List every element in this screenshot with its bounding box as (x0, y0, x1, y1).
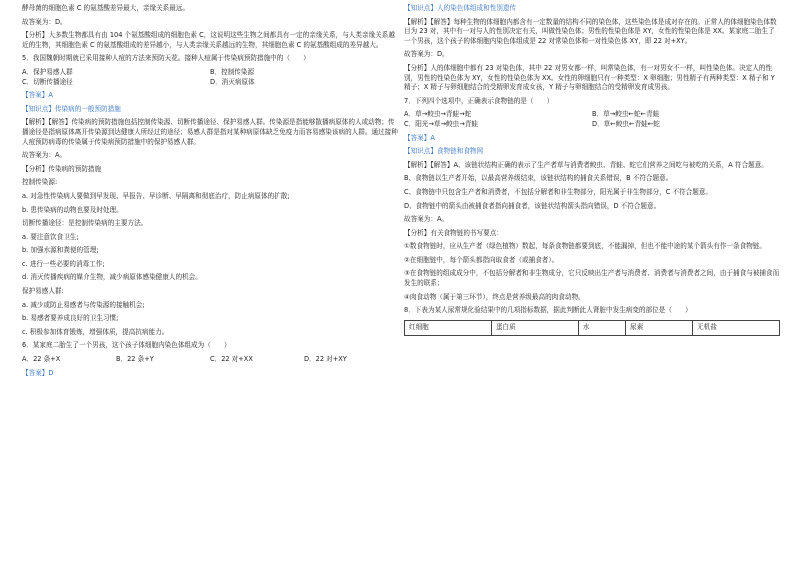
table-cell: 尿素 (625, 320, 692, 335)
list-item: a. 要注意饮食卫生; (22, 232, 79, 241)
text-line: 酵母菌的细胞色素 C 的氨基酸差异最大，亲缘关系最远。 (22, 4, 190, 12)
analysis: 【分析】传染病的预防措施 (22, 164, 102, 173)
list-item: c. 进行一些必要的消毒工作; (22, 259, 105, 268)
explanation: 【解析】【解答】每种生物的体细胞内都含有一定数量的结构不同的染色体，这些染色体是成对存在的。正常人的体细胞染色体数目为 23 对，其中有一对与人的性别决定有关，叫做性染色体；男性的性染色体是 XY，女性的性染色体是 XX。某家庭二胎生了一个男孩，这个孩子的体细胞内染色体组成是 22 对常染色体和一对性染色体 XY，即 22 对+XY。 (404, 17, 777, 45)
knowledge-point: 【知识点】食物链和食物网 (404, 147, 484, 156)
question-6: 6．某家庭二胎生了一个男孩，这个孩子体细胞内染色体组成为（ ） (22, 341, 231, 350)
answer-label: 【答案】A (404, 133, 435, 142)
note-1: ①数食物链时，应从生产者（绿色植物）数起，每条食物链都要到底，不能漏掉，但也不能中途的某个箭头有作一条食物链。 (404, 242, 766, 251)
heading-protect: 保护易感人群: (22, 287, 64, 296)
question-8: 8．下表为某人尿常规化验结果中的几项指标数据，据此判断此人肾脏中发生病变的部位是（ ） (404, 306, 692, 315)
option-c: C．阳光→草→鲛虫→青蛙 (404, 119, 478, 128)
option-d: D．22 对+XY (304, 355, 347, 364)
list-item: b. 患传染病的动物也要及时处理。 (22, 205, 123, 214)
urine-test-table (404, 320, 780, 336)
analysis: 【分析】大多数生物都具有由 104 个氨基酸组成的细胞色素 C，这说明这些生物之间都具有一定的亲缘关系，与人类亲缘关系越近的生物，其细胞色素 C 的氨基酸组成的差异越小，与人类亲缘关系越远的生物，其细胞色素 C 的氨基酸组成的差异越大。 (22, 31, 395, 49)
knowledge-point: 【知识点】人的染色体组成和性别遗传 (404, 4, 517, 12)
heading-control-source: 控制传染源: (22, 178, 58, 187)
option-b: B．控制传染源 (210, 67, 255, 76)
explanation-d: D、食物链中的箭头由被捕食者指向捕食者，该链状结构箭头指向错误，D 不符合题意。 (404, 201, 661, 210)
explanation: 【解析】【解答】A、该链状结构正确的表示了生产者草与消费者鲛虫、青蛙、蛇它们营养之间吃与被吃的关系，A 符合题意。 (404, 160, 768, 169)
explanation-c: C、食物链中只包含生产者和消费者，不包括分解者和非生物部分，阳光属于非生物部分，C 不符合题意。 (404, 187, 713, 196)
answer-summary: 故答案为：A。 (22, 151, 67, 160)
option-b: B．22 条+Y (116, 355, 154, 364)
list-item: b. 易感者要养成良好的卫生习惯; (22, 314, 119, 323)
table-cell: 水 (578, 320, 625, 335)
note-2: ②在细胞链中，每个箭头都指向取食者（或捕食者）。 (404, 255, 559, 264)
note-3: ③在食物链的组成成分中，不包括分解者和非生物成分，它只反映出生产者与消费者、消费者与消费者之间，由于捕食与被捕食而发生的联系； (404, 269, 780, 288)
question-5: 5．我国魏朝时期就已采用接种人痘的方法来预防天花。接种人痘属于传染病预防措施中的（ ） (22, 54, 310, 63)
question-7: 7．下列四个选项中，正确表示食物链的是（ ） (404, 96, 554, 105)
list-item: a. 减少或防止易感者与传染源的接触机会; (22, 300, 145, 309)
option-c: C．22 对+XX (210, 355, 253, 364)
list-item: a. 对急性传染病人要做到早发现、早报告、早诊断、早隔离和彻底治疗，防止病原体的扩散; (22, 191, 290, 200)
option-c: C．切断传播途径 (22, 77, 73, 86)
explanation-b: B、食物链以生产者开始，以最高营养级结束，该链状结构的捕食关系错误，B 不符合题意。 (404, 174, 673, 183)
answer-summary: 故答案为：A。 (404, 215, 449, 224)
option-d: D．草←鲛虫←青蛙←蛇 (592, 119, 660, 128)
analysis: 【分析】人的体细胞中都有 23 对染色体，其中 22 对男女都一样，叫常染色体，有一对男女不一样，叫性染色体。决定人的性别，男性的性染色体为 XY，女性的性染色体为 XX。女性的卵细胞只有一种类型：X 卵细胞；男性精子有两种类型：X 精子和 Y 精子；X 精子与卵细胞结合的受精卵发育成女孩，Y 精子与卵细胞结合的受精卵发育成男孩。 (404, 63, 775, 92)
answer-summary: 故答案为：D。 (404, 50, 449, 59)
note-4: ④肉食动物（属于第三环节），终点是营养级最高的肉食动物。 (404, 292, 585, 301)
question-6-options (22, 355, 398, 365)
question-7-options (404, 110, 780, 129)
right-column (404, 4, 780, 336)
heading-cut-route: 切断传播途径：是控制传染病的主要方法。 (22, 219, 148, 228)
table-cell: 蛋白质 (491, 320, 578, 335)
knowledge-point: 【知识点】传染病的一般预防措施 (22, 104, 121, 113)
option-a: A．草→鲛虫→青蛙→蛇 (404, 110, 472, 119)
answer-label: 【答案】D (22, 368, 54, 377)
table-row (405, 320, 780, 335)
option-d: D．消灭病原体 (210, 77, 255, 86)
answer-summary: 故答案为：D。 (22, 17, 67, 26)
list-item: c. 积极参加体育锻炼，增强体质，提高抗病能力。 (22, 327, 169, 336)
table-cell: 红细胞 (405, 320, 492, 335)
answer-label: 【答案】A (22, 91, 53, 100)
option-b: B．草→鲛虫←蛇←青蛙 (592, 110, 660, 119)
table-cell: 无机盐 (693, 320, 780, 335)
list-item: b. 加强水源和粪便的管理; (22, 246, 99, 255)
analysis: 【分析】有关食物链的书写要点： (404, 228, 503, 237)
question-5-options (22, 68, 398, 87)
option-a: A．22 条+X (22, 355, 61, 364)
left-column (22, 4, 398, 382)
explanation: 【解析】【解答】传染病的预防措施包括控制传染源、切断传播途径、保护易感人群。传染源是指能够散播病原体的人或动物；传播途径是指病原体离开传染源到达健康人所经过的途径；易感人群是指对某种病原体缺乏免疫力而容易感染该病的人群。通过接种人痘预防病毒的传染属于传染病预防措施中的保护易感人群。 (22, 118, 398, 146)
list-item: d. 消灭传播疾病的媒介生物，减少病原体感染健康人的机会。 (22, 273, 202, 282)
option-a: A．保护易感人群 (22, 67, 73, 76)
